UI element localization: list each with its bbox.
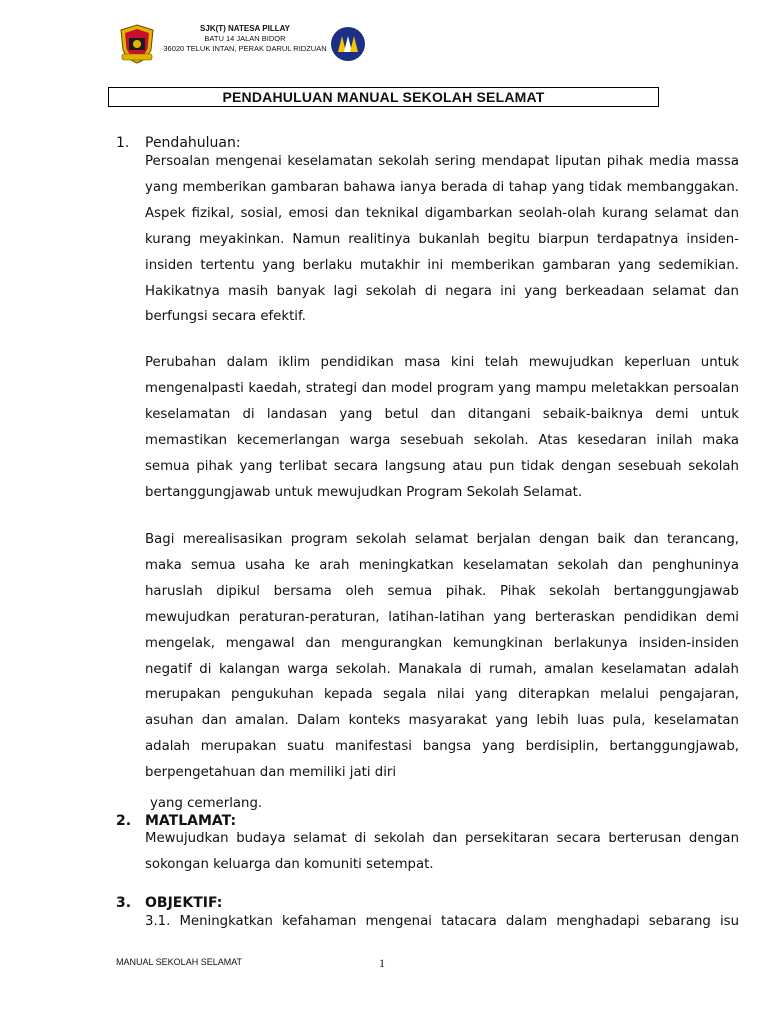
- school-address-block: [160, 24, 330, 54]
- section-number: 1.: [116, 135, 130, 151]
- letterhead: [118, 22, 378, 68]
- paragraph: Perubahan dalam iklim pendidikan masa kini telah mewujudkan keperluan untuk mengenalpasti kaedah, strategi dan model program yang mampu meletakkan persoalan keselamatan di landasan yang betul dan ditangani sebaik-baiknya demi untuk memastikan kecemerlangan warga sesebuah sekolah. Atas kesedaran inilah maka semua pihak yang terlibat secara langsung atau pun tidak dengan sesebuah sekolah bertanggungjawab untuk mewujudkan Program Sekolah Selamat.: [145, 355, 739, 500]
- footer-label: MANUAL SEKOLAH SELAMAT: [116, 957, 243, 967]
- section-number: 2.: [116, 813, 132, 829]
- section-number: 3.: [116, 895, 132, 911]
- page-number: 1: [379, 956, 385, 970]
- ministry-logo: [330, 26, 366, 62]
- address-line: BATU 14 JALAN BIDOR: [204, 34, 286, 43]
- paragraph: Mewujudkan budaya selamat di sekolah dan persekitaran secara berterusan dengan sokongan keluarga dan komuniti setempat.: [145, 831, 739, 872]
- paragraph-continuation: yang cemerlang.: [150, 796, 263, 811]
- paragraph: Bagi merealisasikan program sekolah selamat berjalan dengan baik dan terancang, maka semua usaha ke arah meningkatkan keselamatan sekolah dan penghuninya haruslah dipikul bersama oleh semua pihak. Pihak sekolah bertanggungjawab mewujudkan peraturan-peraturan, latihan-latihan yang berteraskan pendidikan demi mengelak, mengawal dan mengurangkan kemungkinan berlakunya insiden-insiden negatif di kalangan warga sekolah. Manakala di rumah, amalan keselamatan adalah merupakan pengukuhan kepada segala nilai yang diterapkan melalui pengajaran, asuhan dan amalan. Dalam konteks masyarakat yang lebih luas pula, keselamatan adalah merupakan suatu manifestasi bangsa yang berdisiplin, bertanggungjawab, berpengetahuan dan memiliki jati diri: [145, 532, 739, 781]
- paragraph: 3.1. Meningkatkan kefahaman mengenai tatacara dalam menghadapi sebarang isu: [145, 914, 739, 929]
- paragraph: Persoalan mengenai keselamatan sekolah sering mendapat liputan pihak media massa yang memberikan gambaran bahawa ianya berada di tahap yang tidak membanggakan. Aspek fizikal, sosial, emosi dan teknikal digambarkan seolah-olah kurang selamat dan kurang meyakinkan. Namun realitinya bukanlah begitu biarpun terdapatnya insiden-insiden tertentu yang berlaku mutakhir ini memberikan gambaran yang sedemikian. Hakikatnya masih banyak lagi sekolah di negara ini yang berkeadaan selamat dan berfungsi secara efektif.: [145, 154, 739, 325]
- section-title: OBJEKTIF:: [145, 895, 223, 911]
- address-line: 36020 TELUK INTAN, PERAK DARUL RIDZUAN: [163, 44, 327, 53]
- document-title-box: [108, 87, 659, 107]
- document-title: PENDAHULUAN MANUAL SEKOLAH SELAMAT: [222, 89, 545, 105]
- section-title: Pendahuluan:: [145, 135, 241, 151]
- section-title: MATLAMAT:: [145, 813, 237, 829]
- school-name: SJK(T) NATESA PILLAY: [200, 24, 290, 33]
- school-crest-logo: [118, 24, 156, 64]
